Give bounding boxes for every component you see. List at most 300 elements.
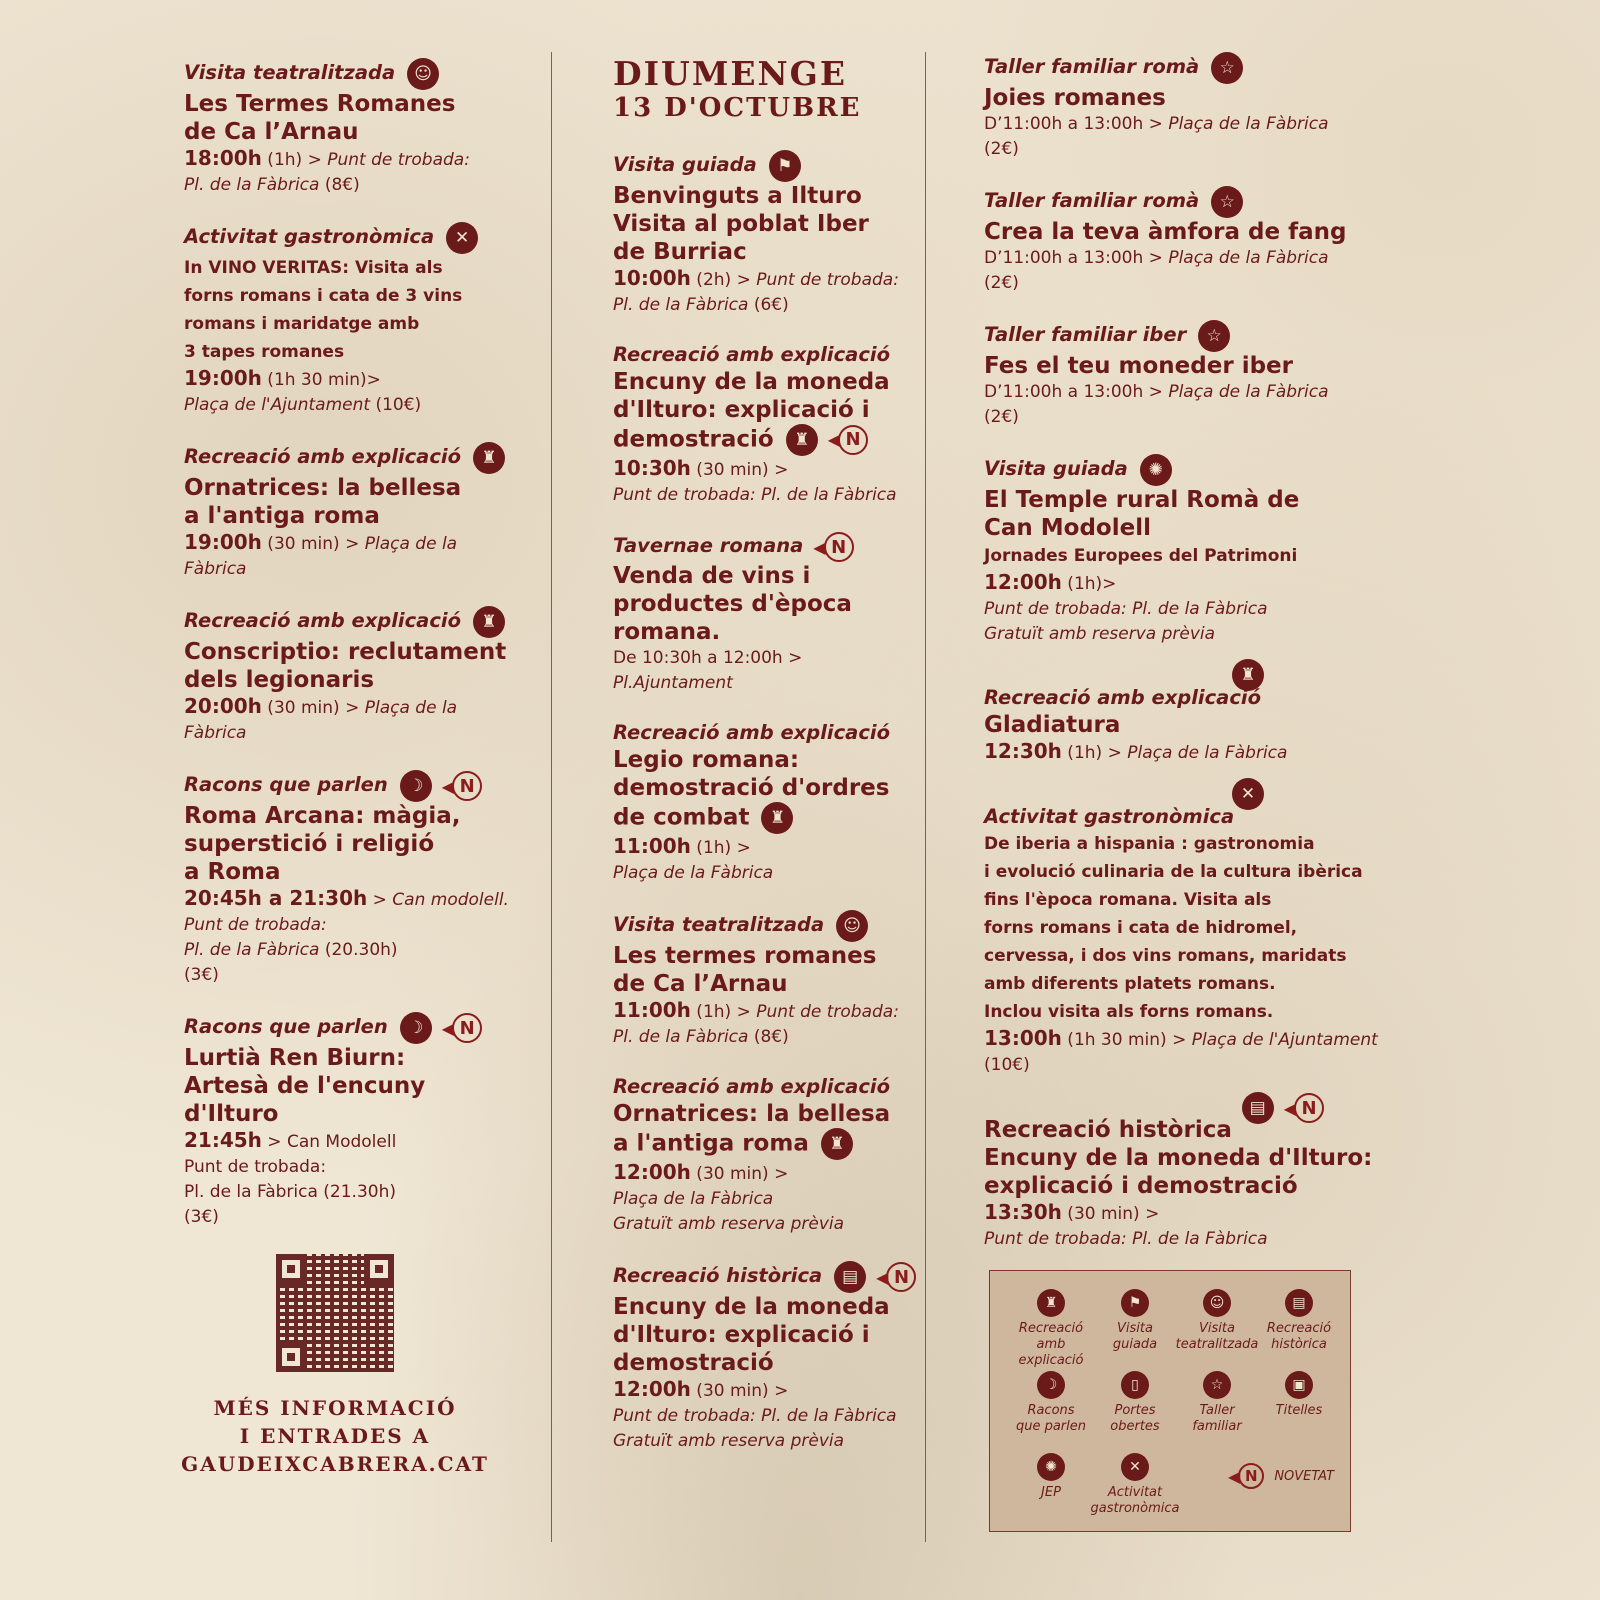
event-title-text: Benvinguts a Ilturo [613, 183, 862, 209]
event-title [984, 711, 1404, 739]
event-title [613, 802, 933, 834]
qr-corner [276, 1254, 306, 1284]
event-info-line [184, 963, 524, 988]
day-title [613, 56, 933, 124]
qr-corner [276, 1342, 306, 1372]
event-time: 12:30h [984, 739, 1062, 763]
more-info-url[interactable]: GAUDEIXCABRERA.CAT [181, 1452, 489, 1476]
event-category-row [184, 770, 524, 802]
event-info-line [184, 1180, 524, 1205]
legend-label [1254, 1403, 1344, 1419]
event-place: Pl. de la Fàbrica [184, 940, 320, 960]
star-hand-icon: ☆ [1211, 52, 1243, 84]
event-place: Punt de trobada: Pl. de la Fàbrica [984, 599, 1268, 619]
event-detail: (1h) > [690, 1002, 757, 1022]
event-category-row [613, 720, 933, 746]
event-detail: (30 min) > [1061, 1204, 1160, 1224]
more-info-text [170, 1394, 500, 1478]
event-place: Pl. de la Fàbrica [613, 295, 749, 315]
legend-item [1090, 1371, 1180, 1435]
event-title-text: Gladiatura [984, 712, 1121, 738]
event-place: Pl. de la Fàbrica [613, 1027, 749, 1047]
event-time: 10:00h [613, 266, 691, 290]
event-detail: (30 min) > [261, 534, 365, 554]
book-icon: ▤ [1242, 1092, 1274, 1124]
event-title [613, 368, 933, 396]
speaking-head-icon: ☽ [400, 1012, 432, 1044]
event-time: 13:30h [984, 1200, 1062, 1224]
event-title [184, 502, 524, 530]
book-icon: ▤ [834, 1261, 866, 1293]
star-hand-icon: ☆ [1211, 186, 1243, 218]
event-title-text: romana. [613, 619, 721, 645]
event-info-line [984, 1200, 1404, 1227]
novetat-arrow: ◀ [441, 1018, 455, 1038]
legend-label [1090, 1321, 1180, 1353]
novetat-n: N [838, 425, 868, 455]
event-title-text: demostració d'ordres [613, 775, 890, 801]
event-detail: De 10:30h a 12:00h > [613, 648, 803, 668]
column-saturday-events [184, 58, 524, 1254]
event-info-line [184, 938, 524, 963]
event-item [613, 1074, 933, 1237]
event-category-row [184, 58, 524, 90]
event-time: 19:00h [184, 366, 262, 390]
event-detail: D’11:00h a 13:00h > [984, 382, 1169, 402]
puppet-icon: ▣ [1285, 1371, 1313, 1399]
event-detail: (3€) [184, 1207, 219, 1227]
book-icon: ▤ [1285, 1289, 1313, 1317]
event-info-line [984, 1227, 1404, 1252]
event-place: Plaça de l'Ajuntament [184, 395, 371, 415]
event-info-line [613, 1160, 933, 1187]
event-info-line [184, 1205, 524, 1230]
event-info-line [613, 1187, 933, 1212]
novetat-n: N [824, 532, 854, 562]
event-place: Plaça de la Fàbrica [184, 698, 458, 743]
event-place: Punt de trobada: [756, 270, 899, 290]
novetat-n: N [452, 1013, 482, 1043]
event-title-text: Ornatrices: la bellesa [613, 1101, 891, 1127]
event-title [613, 746, 933, 774]
legend-label [1254, 1321, 1344, 1353]
event-category: Racons que parlen [184, 1014, 388, 1038]
event-item [184, 442, 524, 582]
cutlery-icon: ✕ [1232, 778, 1264, 810]
event-title [613, 590, 933, 618]
sunday-event-list [613, 150, 933, 1454]
event-time: 11:00h [613, 998, 691, 1022]
legend-label [1090, 1485, 1180, 1517]
event-detail: (2h) > [690, 270, 757, 290]
event-place: Pl.Ajuntament [613, 673, 733, 693]
event-category: Recreació amb explicació [184, 444, 461, 468]
event-info-line [184, 886, 524, 913]
legend-label-line: Recreació [1018, 1321, 1084, 1336]
event-category: Recreació amb explicació [613, 1075, 890, 1098]
stars-circle-icon: ✺ [1037, 1453, 1065, 1481]
event-detail: (20.30h) [319, 940, 398, 960]
event-place: Gratuït amb reserva prèvia [613, 1431, 845, 1451]
event-place: Punt de trobada: Pl. de la Fàbrica [613, 485, 897, 505]
event-info-line [984, 597, 1404, 622]
event-title-text: Les termes romanes [613, 943, 877, 969]
event-place: Plaça de la Fàbrica [613, 863, 774, 883]
event-info-line [984, 570, 1404, 597]
event-info-line [613, 456, 933, 483]
novetat-arrow: ◀ [441, 776, 455, 796]
event-category-row [613, 1074, 933, 1100]
event-description: In VINO VERITAS: Visita als [184, 258, 443, 278]
event-category-row [984, 454, 1404, 486]
event-place: Punt de trobada: [327, 150, 470, 170]
event-info-line [984, 1053, 1404, 1078]
event-title [984, 1116, 1404, 1144]
event-title-text: a l'antiga roma [613, 1130, 809, 1157]
cutlery-icon: ✕ [1121, 1453, 1149, 1481]
event-category: Visita teatralitzada [184, 60, 396, 84]
event-info-line [184, 366, 524, 393]
legend-label-line: Taller [1199, 1403, 1235, 1418]
novetat-n: N [1294, 1093, 1324, 1123]
event-title-text: de Ca l’Arnau [613, 971, 788, 997]
event-category-row [984, 52, 1404, 84]
event-info-line [984, 380, 1404, 405]
event-info-line [184, 146, 524, 173]
event-item [613, 910, 933, 1050]
legend-item [1006, 1289, 1096, 1369]
event-title [184, 858, 524, 886]
event-item [184, 222, 524, 418]
event-category: Activitat gastronòmica [184, 224, 435, 248]
event-info-line [984, 622, 1404, 647]
event-info-line [184, 393, 524, 418]
event-title [184, 90, 524, 118]
event-item [184, 606, 524, 746]
event-time: 20:45h a 21:30h [184, 886, 368, 910]
event-icon-row [984, 1092, 1324, 1119]
event-title-text: demostració [613, 426, 774, 453]
event-info-line [613, 1429, 933, 1454]
more-info-line: I ENTRADES A [239, 1424, 431, 1448]
event-time: 11:00h [613, 834, 691, 858]
event-category: Visita guiada [613, 152, 757, 176]
event-detail: > [367, 890, 393, 910]
event-info-line [984, 271, 1404, 296]
event-title-text: El Temple rural Romà de [984, 487, 1300, 513]
event-info-line [184, 173, 524, 198]
event-description: Inclou visita als forns romans. [984, 1002, 1274, 1022]
event-title [613, 562, 933, 590]
event-title-text: Can Modolell [984, 515, 1151, 541]
qr-corner [364, 1254, 394, 1284]
event-title [613, 942, 933, 970]
legend-item [1006, 1453, 1096, 1501]
legend-item [1254, 1289, 1344, 1353]
qr-code[interactable] [276, 1254, 394, 1372]
event-info-line [613, 646, 933, 671]
event-detail: (30 min) > [261, 698, 365, 718]
event-category: Recreació amb explicació [613, 721, 890, 744]
flag-icon: ⚑ [1121, 1289, 1149, 1317]
legend-label-line: històrica [1271, 1337, 1327, 1352]
novetat-n: N [452, 771, 482, 801]
event-item [184, 770, 524, 988]
event-item [613, 342, 933, 508]
event-title [184, 666, 524, 694]
legend-label-line: Visita [1199, 1321, 1235, 1336]
event-title [613, 1321, 933, 1349]
event-title-text: Roma Arcana: màgia, [184, 803, 461, 829]
event-title-text: explicació i demostració [984, 1173, 1298, 1199]
event-info-line [613, 861, 933, 886]
event-info-line [613, 293, 933, 318]
legend-label [1006, 1485, 1096, 1501]
event-title [184, 1044, 524, 1072]
event-detail: (1h)> [1061, 574, 1117, 594]
event-time: 13:00h [984, 1026, 1062, 1050]
event-time: 10:30h [613, 456, 691, 480]
event-category-row [184, 1012, 524, 1044]
event-category: Recreació amb explicació [984, 686, 1261, 709]
event-title [613, 1293, 933, 1321]
event-time: 19:00h [184, 530, 262, 554]
event-title [984, 486, 1404, 514]
event-info-line [613, 266, 933, 293]
event-detail: Pl. de la Fàbrica (21.30h) [184, 1182, 396, 1202]
event-title-text: de Ca l’Arnau [184, 119, 359, 145]
event-detail: (1h 30 min) > [1061, 1030, 1192, 1050]
event-category-row [613, 910, 933, 942]
legend-item [1090, 1453, 1180, 1517]
legend-label-line: gastronòmica [1090, 1501, 1180, 1516]
event-category-row [984, 685, 1404, 711]
novetat-icon [442, 1013, 482, 1043]
event-place: Plaça de la Fàbrica [1168, 114, 1329, 134]
event-info-line [184, 1128, 524, 1155]
event-detail: (8€) [319, 175, 360, 195]
legend-label [1006, 1403, 1096, 1435]
event-info-line [613, 671, 933, 696]
event-title [613, 970, 933, 998]
event-info-line [984, 1026, 1404, 1053]
event-category-row [613, 532, 933, 562]
event-description: romans i maridatge amb [184, 314, 420, 334]
event-category: Visita guiada [984, 456, 1128, 480]
event-info-line [613, 998, 933, 1025]
event-item [984, 659, 1404, 766]
event-title-text: Encuny de la moneda d'Ilturo: [984, 1145, 1373, 1171]
legend-label-line: guiada [1112, 1337, 1158, 1352]
event-item [984, 1092, 1404, 1252]
event-title-text: Recreació històrica [984, 1117, 1232, 1143]
event-title-text: productes d'època [613, 591, 852, 617]
event-title-text: Joies romanes [984, 85, 1166, 111]
event-category: Taller familiar iber [984, 322, 1187, 346]
event-place: Can modolell. [392, 890, 509, 910]
event-item [613, 1261, 933, 1454]
mask-icon: ☺ [1203, 1289, 1231, 1317]
soldier-icon: ♜ [473, 606, 505, 638]
event-category-row [184, 442, 524, 474]
legend-label [1172, 1403, 1262, 1435]
event-description: Jornades Europees del Patrimoni [984, 546, 1298, 566]
event-detail: (30 min) > [690, 1381, 789, 1401]
event-detail: > Can Modolell [261, 1132, 397, 1152]
event-info-line [613, 1404, 933, 1429]
event-item [184, 58, 524, 198]
event-category: Tavernae romana [613, 533, 804, 557]
event-category-row [613, 1261, 933, 1293]
event-info-line [984, 739, 1404, 766]
event-place: Punt de trobada: [756, 1002, 899, 1022]
novetat-n: N [886, 1262, 916, 1292]
event-title-text: Encuny de la moneda [613, 369, 890, 395]
legend-novetat [1218, 1463, 1334, 1489]
event-detail: (10€) [370, 395, 422, 415]
event-title-text: Fes el teu moneder iber [984, 353, 1293, 379]
event-item [613, 150, 933, 318]
stars-circle-icon: ✺ [1140, 454, 1172, 486]
novetat-arrow: ◀ [813, 537, 826, 557]
event-info-line [613, 834, 933, 861]
event-description: forns romans i cata de hidromel, [984, 918, 1298, 938]
speaking-head-icon: ☽ [1037, 1371, 1065, 1399]
event-category-row [984, 186, 1404, 218]
legend-label-line: JEP [1041, 1485, 1061, 1500]
event-item [984, 186, 1404, 296]
novetat-icon: ◀ N [1228, 1463, 1264, 1489]
event-title-text: d'Ilturo: explicació i [613, 1322, 870, 1348]
event-item [984, 454, 1404, 647]
novetat-icon [442, 771, 482, 801]
event-title [613, 618, 933, 646]
event-place: Plaça de la Fàbrica [613, 1189, 774, 1209]
event-detail: (1h) > [261, 150, 328, 170]
more-info-line: MÉS INFORMACIÓ [213, 1396, 457, 1420]
event-category: Recreació històrica [613, 1263, 823, 1287]
event-info-line [984, 405, 1404, 430]
speaking-head-icon: ☽ [400, 770, 432, 802]
event-time: 12:00h [984, 570, 1062, 594]
event-detail: (30 min) > [690, 1164, 789, 1184]
novetat-icon [1284, 1093, 1324, 1123]
event-category-row [184, 606, 524, 638]
legend-label [1172, 1321, 1262, 1353]
event-category-row [613, 150, 933, 182]
star-hand-icon: ☆ [1203, 1371, 1231, 1399]
event-category: Recreació amb explicació [184, 608, 461, 632]
event-description: i evolució culinaria de la cultura ibèrica [984, 862, 1363, 882]
novetat-icon [813, 532, 853, 562]
event-title [613, 1128, 933, 1160]
event-detail: (10€) [984, 1055, 1030, 1075]
event-title [613, 210, 933, 238]
event-category: Racons que parlen [184, 772, 388, 796]
event-title [984, 514, 1404, 542]
event-time: 18:00h [184, 146, 262, 170]
event-title-text: d'Ilturo: explicació i [613, 397, 870, 423]
event-info-line [613, 1377, 933, 1404]
novetat-icon [828, 425, 868, 455]
event-detail: (1h) > [690, 838, 751, 858]
soldier-icon: ♜ [473, 442, 505, 474]
event-place: Gratuït amb reserva prèvia [984, 624, 1216, 644]
column-sunday-events [613, 56, 933, 1478]
event-place: Plaça de la Fàbrica [1127, 743, 1288, 763]
event-title [184, 1072, 524, 1128]
legend-label-line: que parlen [1015, 1419, 1087, 1434]
legend-label [1006, 1321, 1096, 1369]
column-divider-left [551, 52, 552, 1542]
event-title-text: Ornatrices: la bellesa [184, 475, 462, 501]
event-detail: (8€) [748, 1027, 789, 1047]
legend-label [1090, 1403, 1180, 1435]
event-info-line [613, 1025, 933, 1050]
event-detail: D’11:00h a 13:00h > [984, 248, 1169, 268]
event-info-line [984, 137, 1404, 162]
event-title [984, 1172, 1404, 1200]
legend-label-line: Racons [1027, 1403, 1075, 1418]
event-item [984, 320, 1404, 430]
cutlery-icon: ✕ [446, 222, 478, 254]
event-detail: (2€) [984, 273, 1019, 293]
event-info-line [984, 112, 1404, 137]
event-title-text: demostració [613, 1350, 774, 1376]
event-title-text: de Burriac [613, 239, 747, 265]
event-info-line [184, 530, 524, 582]
event-title-text: Lurtià Ren Biurn: [184, 1045, 406, 1071]
soldier-icon: ♜ [1037, 1289, 1065, 1317]
event-detail: (1h 30 min)> [261, 370, 381, 390]
event-title-text: Legio romana: [613, 747, 800, 773]
event-title [184, 474, 524, 502]
event-category-row [984, 804, 1404, 830]
novetat-arrow: ◀ [1283, 1098, 1296, 1118]
event-detail: (2€) [984, 139, 1019, 159]
soldier-icon: ♜ [786, 424, 818, 456]
novetat-arrow: ◀ [876, 1267, 889, 1287]
event-title-text: Venda de vins i [613, 563, 811, 589]
event-info-line [613, 483, 933, 508]
event-category: Visita teatralitzada [613, 912, 825, 936]
column-sunday-events-2 [984, 52, 1404, 1276]
event-place: Punt de trobada: Pl. de la Fàbrica [984, 1229, 1268, 1249]
event-title [184, 118, 524, 146]
event-info-line [184, 694, 524, 746]
legend-label-line: Recreació [1266, 1321, 1332, 1336]
soldier-icon: ♜ [1232, 659, 1264, 691]
event-title [613, 424, 933, 456]
legend-label-line: obertes [1110, 1419, 1160, 1434]
event-title-text: Crea la teva àmfora de fang [984, 219, 1347, 245]
event-title [984, 352, 1404, 380]
event-title [184, 830, 524, 858]
flag-icon: ⚑ [769, 150, 801, 182]
event-title [613, 396, 933, 424]
event-info-line [984, 246, 1404, 271]
icon-legend [989, 1270, 1351, 1532]
event-item [613, 532, 933, 696]
event-time: 12:00h [613, 1377, 691, 1401]
event-title-text: Artesà de l'encuny d'Ilturo [184, 1073, 426, 1127]
event-time: 20:00h [184, 694, 262, 718]
event-detail: D’11:00h a 13:00h > [984, 114, 1169, 134]
novetat-icon [876, 1262, 916, 1292]
day-title-date: 13 D'OCTUBRE [613, 93, 862, 123]
legend-item [1172, 1371, 1262, 1435]
event-description: forns romans i cata de 3 vins [184, 286, 463, 306]
